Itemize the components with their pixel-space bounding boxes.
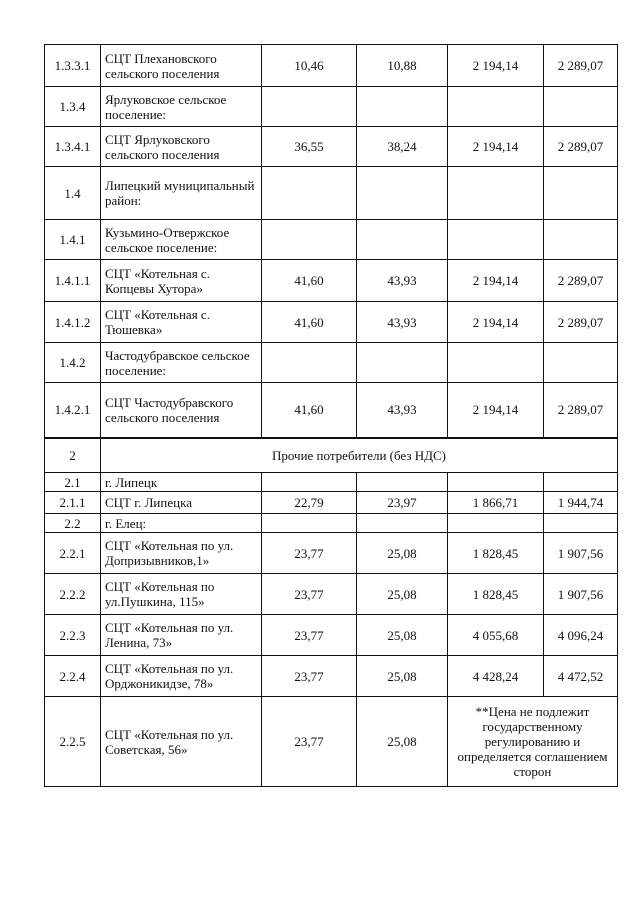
table-row [45, 127, 618, 167]
value-cell [544, 514, 618, 533]
value-cell [357, 514, 448, 533]
value-cell: 2 289,07 [544, 45, 618, 87]
table-row [45, 473, 618, 492]
value-cell: 43,93 [357, 302, 448, 343]
table-row [45, 438, 618, 473]
value-cell [448, 220, 544, 260]
table-row [45, 514, 618, 533]
value-cell [544, 473, 618, 492]
row-number-cell: 2.2.3 [45, 615, 101, 656]
value-cell: 43,93 [357, 260, 448, 302]
value-cell: 23,77 [262, 697, 357, 787]
table-row [45, 45, 618, 87]
value-cell: 41,60 [262, 260, 357, 302]
value-cell [544, 220, 618, 260]
value-cell: 43,93 [357, 383, 448, 438]
value-cell [357, 220, 448, 260]
row-number-cell: 1.4.1 [45, 220, 101, 260]
tariff-table-body [45, 45, 618, 787]
value-cell: 4 096,24 [544, 615, 618, 656]
table-row [45, 574, 618, 615]
value-cell: 25,08 [357, 574, 448, 615]
table-row [45, 533, 618, 574]
consumer-name-cell: СЦТ «Котельная по ул.Пушкина, 115» [101, 574, 262, 615]
value-cell: 23,97 [357, 492, 448, 514]
consumer-name-cell: СЦТ «Котельная по ул. Советская, 56» [101, 697, 262, 787]
value-cell: 41,60 [262, 383, 357, 438]
value-cell [262, 514, 357, 533]
row-number-cell: 2.2.1 [45, 533, 101, 574]
value-cell: 10,46 [262, 45, 357, 87]
value-cell: 2 289,07 [544, 302, 618, 343]
value-cell [544, 343, 618, 383]
table-row [45, 260, 618, 302]
value-cell: 23,77 [262, 656, 357, 697]
consumer-name-cell: СЦТ «Котельная по ул. Орджоникидзе, 78» [101, 656, 262, 697]
value-cell [262, 167, 357, 220]
consumer-name-cell: г. Елец: [101, 514, 262, 533]
row-number-cell: 1.4.1.2 [45, 302, 101, 343]
value-cell: 4 055,68 [448, 615, 544, 656]
table-row [45, 615, 618, 656]
row-number-cell: 1.4.2 [45, 343, 101, 383]
row-number-cell: 2.1 [45, 473, 101, 492]
value-cell [262, 220, 357, 260]
consumer-name-cell: СЦТ Плехановского сельского поселения [101, 45, 262, 87]
value-cell [357, 87, 448, 127]
row-number-cell: 2.2.4 [45, 656, 101, 697]
table-row [45, 697, 618, 787]
value-cell [262, 473, 357, 492]
row-number-cell: 2.2 [45, 514, 101, 533]
value-cell: 4 472,52 [544, 656, 618, 697]
note-cell: **Цена не подлежит государственному регулированию и определяется соглашением сторон [448, 697, 618, 787]
value-cell: 25,08 [357, 697, 448, 787]
value-cell: 10,88 [357, 45, 448, 87]
consumer-name-cell: СЦТ «Котельная по ул. Ленина, 73» [101, 615, 262, 656]
value-cell: 2 289,07 [544, 383, 618, 438]
value-cell: 1 828,45 [448, 533, 544, 574]
value-cell: 1 907,56 [544, 574, 618, 615]
row-number-cell: 2.2.5 [45, 697, 101, 787]
row-number-cell: 2 [45, 438, 101, 473]
value-cell: 1 944,74 [544, 492, 618, 514]
value-cell: 23,77 [262, 615, 357, 656]
value-cell: 2 289,07 [544, 127, 618, 167]
value-cell: 2 194,14 [448, 45, 544, 87]
consumer-name-cell: СЦТ «Котельная по ул. Допризывников,1» [101, 533, 262, 574]
value-cell [544, 87, 618, 127]
table-row [45, 492, 618, 514]
table-row [45, 343, 618, 383]
section-title-cell: Прочие потребители (без НДС) [101, 438, 618, 473]
consumer-name-cell: г. Липецк [101, 473, 262, 492]
row-number-cell: 1.3.3.1 [45, 45, 101, 87]
value-cell: 36,55 [262, 127, 357, 167]
value-cell: 2 194,14 [448, 260, 544, 302]
value-cell: 2 194,14 [448, 302, 544, 343]
consumer-name-cell: Липецкий муниципальный район: [101, 167, 262, 220]
tariff-table [44, 44, 618, 787]
value-cell [262, 87, 357, 127]
value-cell [448, 87, 544, 127]
consumer-name-cell: Кузьмино-Отвержское сельское поселение: [101, 220, 262, 260]
value-cell: 2 194,14 [448, 127, 544, 167]
value-cell [448, 514, 544, 533]
value-cell: 2 194,14 [448, 383, 544, 438]
value-cell [357, 343, 448, 383]
table-row [45, 167, 618, 220]
consumer-name-cell: СЦТ «Котельная с. Копцевы Хутора» [101, 260, 262, 302]
row-number-cell: 2.2.2 [45, 574, 101, 615]
value-cell: 38,24 [357, 127, 448, 167]
value-cell: 4 428,24 [448, 656, 544, 697]
value-cell: 2 289,07 [544, 260, 618, 302]
value-cell [448, 167, 544, 220]
value-cell: 23,77 [262, 574, 357, 615]
value-cell: 41,60 [262, 302, 357, 343]
row-number-cell: 1.3.4.1 [45, 127, 101, 167]
consumer-name-cell: СЦТ «Котельная с. Тюшевка» [101, 302, 262, 343]
row-number-cell: 1.4 [45, 167, 101, 220]
table-row [45, 656, 618, 697]
value-cell [448, 343, 544, 383]
value-cell: 25,08 [357, 656, 448, 697]
consumer-name-cell: Ярлуковское сельское поселение: [101, 87, 262, 127]
value-cell [357, 167, 448, 220]
consumer-name-cell: СЦТ Частодубравского сельского поселения [101, 383, 262, 438]
table-row [45, 87, 618, 127]
consumer-name-cell: СЦТ Ярлуковского сельского поселения [101, 127, 262, 167]
value-cell [262, 343, 357, 383]
table-row [45, 220, 618, 260]
row-number-cell: 2.1.1 [45, 492, 101, 514]
value-cell: 25,08 [357, 533, 448, 574]
table-row [45, 383, 618, 438]
value-cell: 22,79 [262, 492, 357, 514]
row-number-cell: 1.4.1.1 [45, 260, 101, 302]
value-cell: 1 828,45 [448, 574, 544, 615]
value-cell: 1 907,56 [544, 533, 618, 574]
value-cell: 25,08 [357, 615, 448, 656]
consumer-name-cell: Частодубравское сельское поселение: [101, 343, 262, 383]
row-number-cell: 1.4.2.1 [45, 383, 101, 438]
value-cell: 23,77 [262, 533, 357, 574]
table-row [45, 302, 618, 343]
value-cell [357, 473, 448, 492]
consumer-name-cell: СЦТ г. Липецка [101, 492, 262, 514]
value-cell: 1 866,71 [448, 492, 544, 514]
row-number-cell: 1.3.4 [45, 87, 101, 127]
value-cell [448, 473, 544, 492]
value-cell [544, 167, 618, 220]
